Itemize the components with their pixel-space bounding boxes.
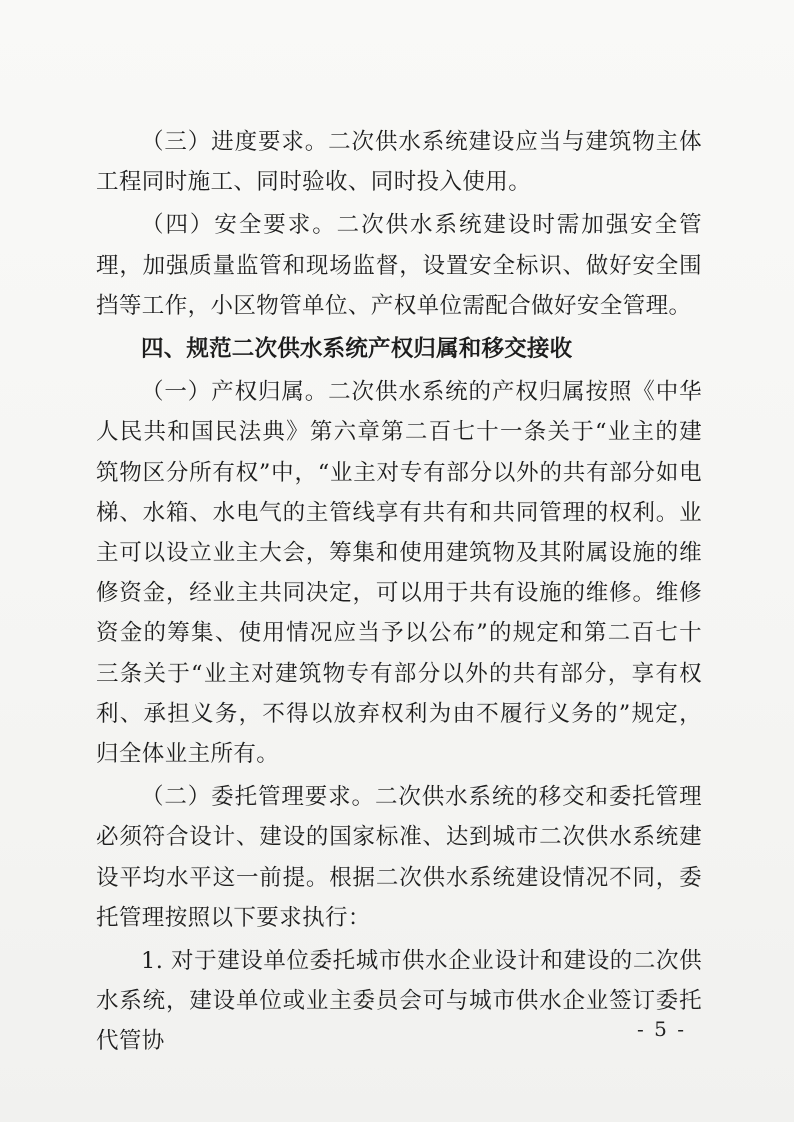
- paragraph-progress-requirement: （三）进度要求。二次供水系统建设应当与建筑物主体工程同时施工、同时验收、同时投入使用。: [96, 129, 702, 196]
- paragraph-entrusted-management: （二）委托管理要求。二次供水系统的移交和委托管理必须符合设计、建设的国家标准、达到城市二次供水系统建设平均水平这一前提。根据二次供水系统建设情况不同，委托管理按照以下要求执行：: [96, 784, 702, 931]
- paragraph-safety-requirement: （四）安全要求。二次供水系统建设时需加强安全管理，加强质量监管和现场监督，设置安全标识、做好安全围挡等工作，小区物管单位、产权单位需配合做好安全管理。: [96, 212, 702, 319]
- section-heading-property-rights: 四、规范二次供水系统产权归属和移交接收: [141, 336, 573, 363]
- paragraph-property-ownership: （一）产权归属。二次供水系统的产权归属按照《中华人民共和国民法典》第六章第二百七十一条关于“业主的建筑物区分所有权”中，“业主对专有部分以外的共有部分如电梯、水箱、水电气的主管线享有共有和共同管理的权利。业主可以设立业主大会，筹集和使用建筑物及其附属设施的维修资金，经业主共同决定，可以用于共有设施的维修。维修资金的筹集、使用情况应当予以公布”的规定和第二百七十三条关于“业主对建筑物专有部分以外的共有部分，享有权利、承担义务，不得以放弃权利为由不履行义务的”规定，归全体业主所有。: [96, 379, 702, 768]
- paragraph-item-1: 1. 对于建设单位委托城市供水企业设计和建设的二次供水系统，建设单位或业主委员会可与城市供水企业签订委托代管协: [96, 948, 702, 1055]
- page-number: - 5 -: [637, 1017, 686, 1041]
- document-body: [96, 122, 702, 1065]
